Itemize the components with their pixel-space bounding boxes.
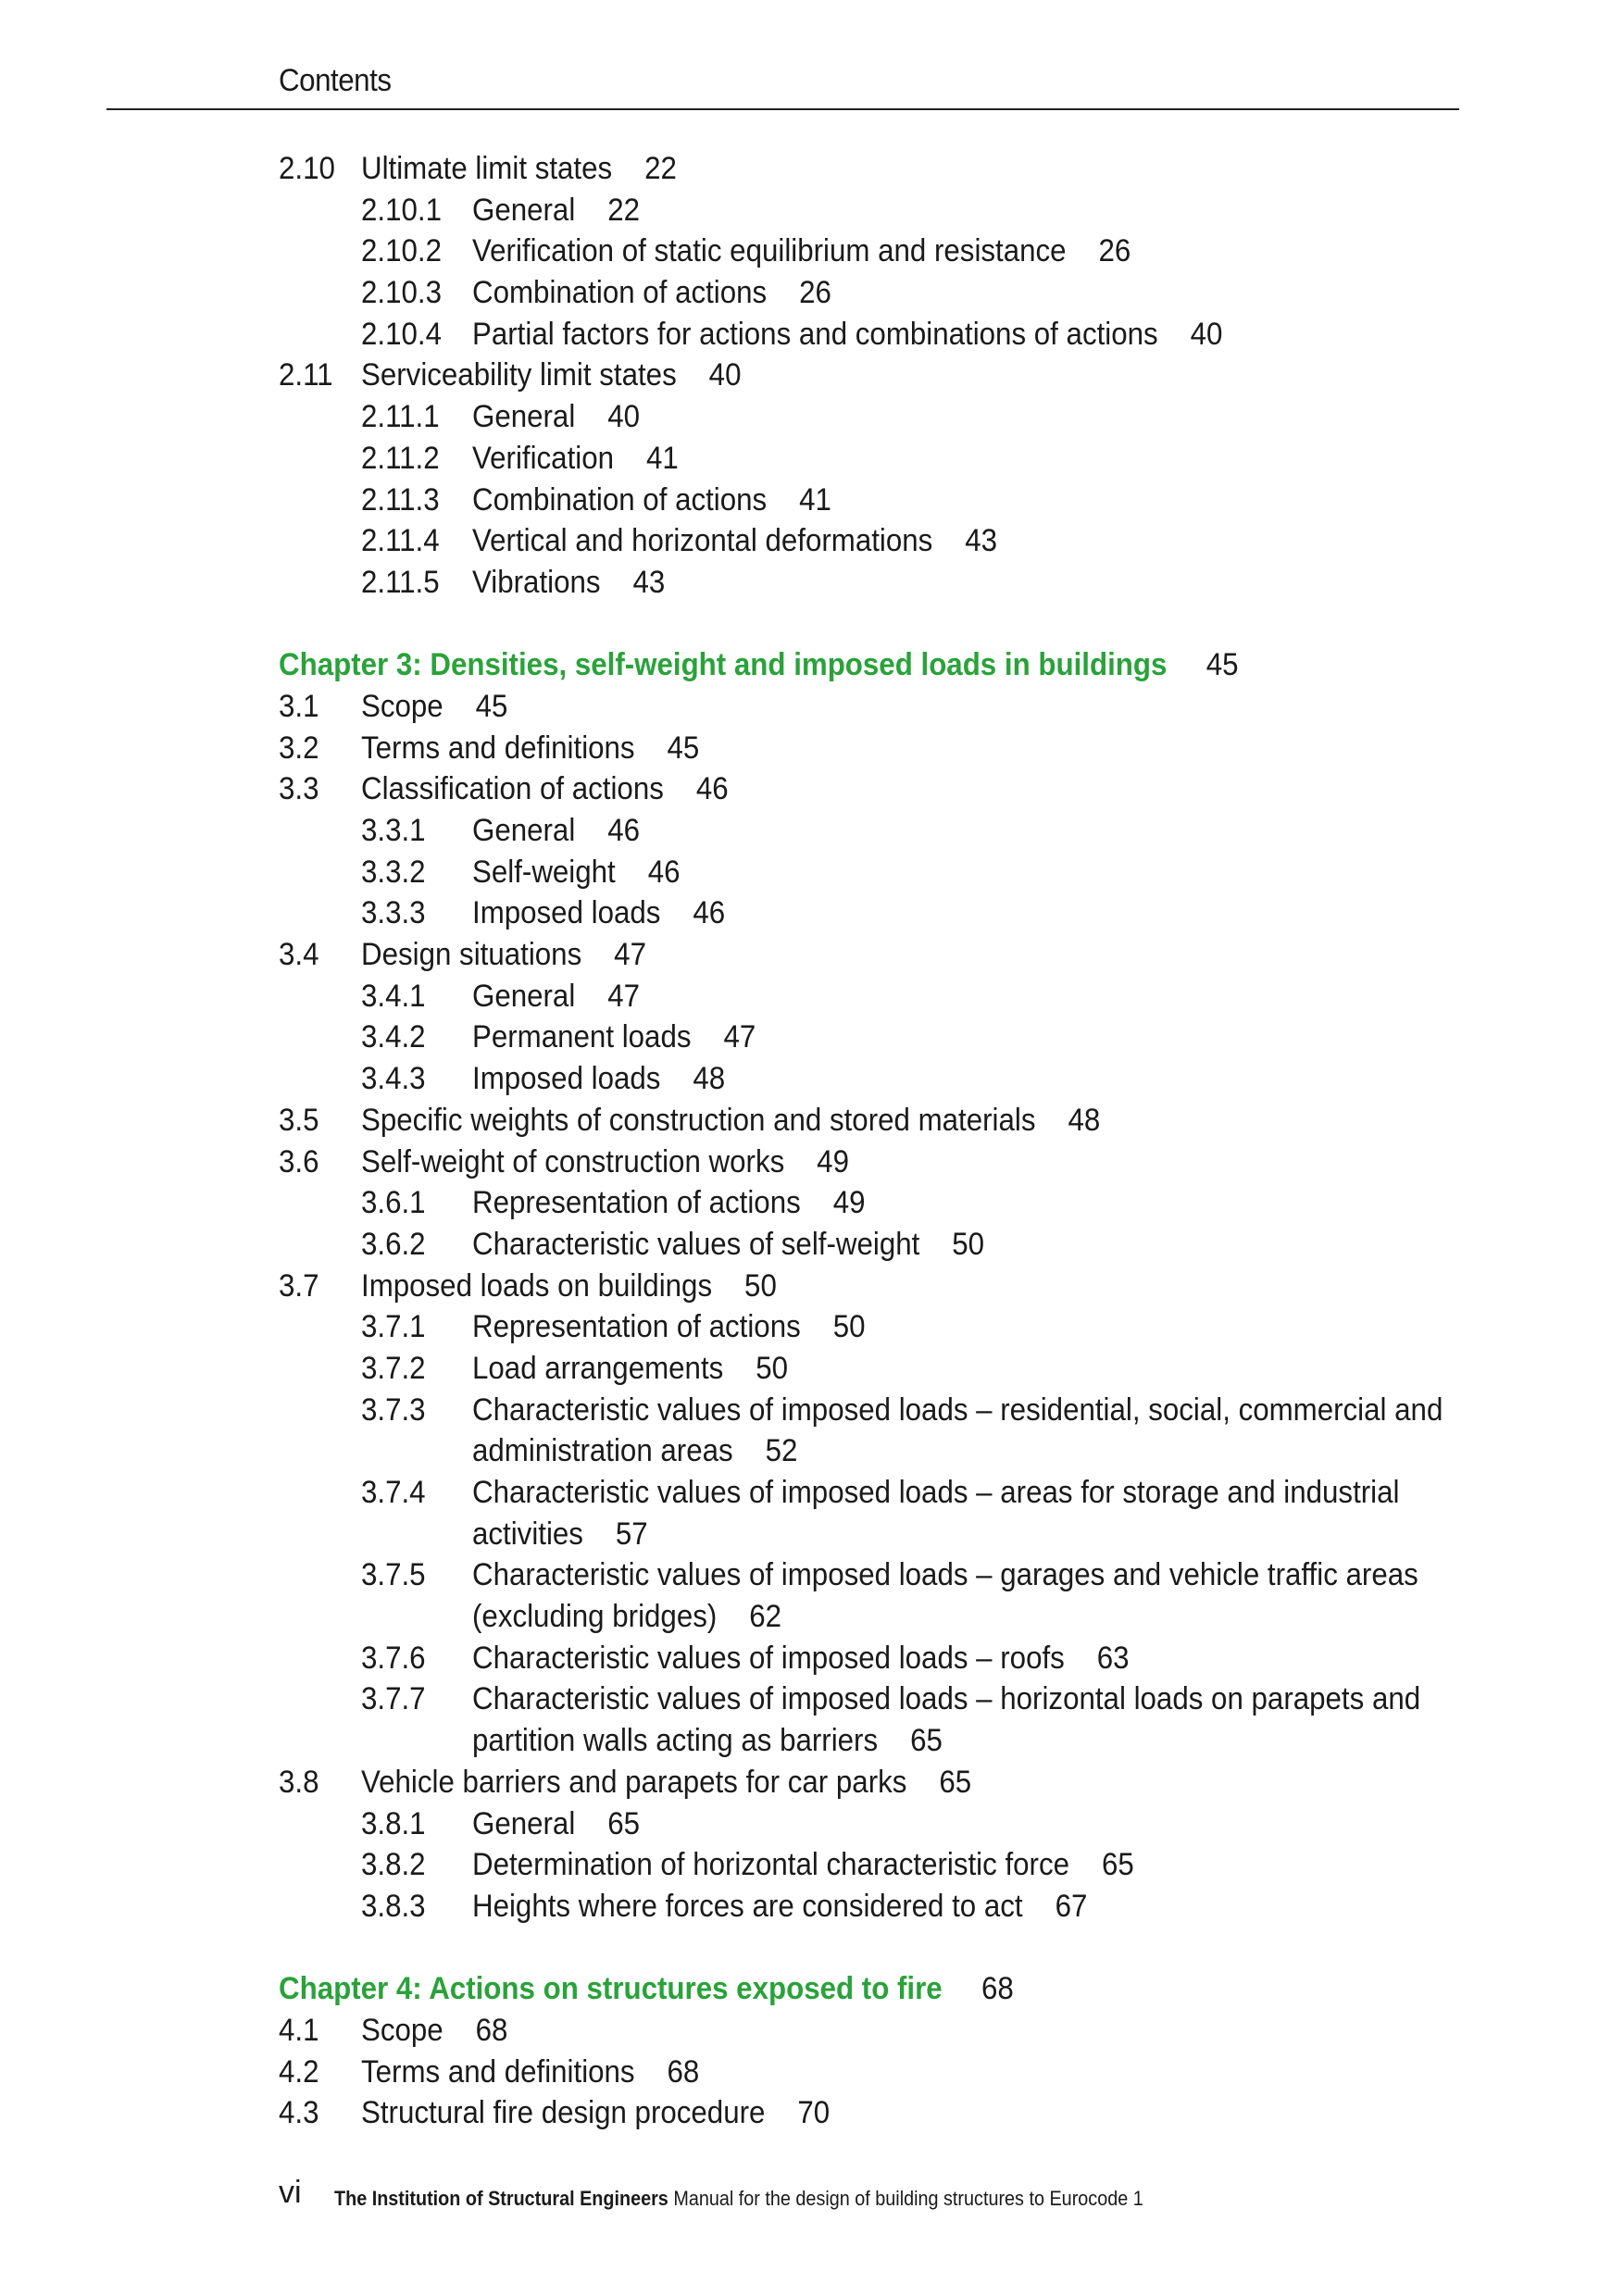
toc-entry-number: 3.8.1 xyxy=(361,1805,426,1841)
toc-entry xyxy=(279,1100,1482,1142)
toc-entry-line xyxy=(472,1844,1134,1886)
toc-entry-title: Imposed loads xyxy=(472,1061,661,1097)
toc-entry-line xyxy=(361,2010,507,2052)
toc-entry-text xyxy=(361,1266,777,1307)
toc-entry-title: Verification of static equilibrium and resistance xyxy=(472,233,1067,269)
toc-entry-line xyxy=(472,852,681,893)
toc-entry-number: 2.10.4 xyxy=(361,316,442,352)
toc-entry-title: General xyxy=(472,399,576,435)
toc-entry-line xyxy=(472,231,1131,272)
toc-entry-text xyxy=(472,520,997,562)
toc-entry xyxy=(279,1678,1482,1761)
toc-entry xyxy=(279,1554,1482,1637)
page-header: Contents xyxy=(279,63,392,98)
toc-entry xyxy=(279,314,1482,356)
toc-entry-number: 2.10.2 xyxy=(361,233,442,269)
toc-page-number: 41 xyxy=(799,481,831,518)
toc-page-number: 65 xyxy=(1101,1847,1134,1883)
toc-entry xyxy=(279,1638,1482,1679)
toc-entry xyxy=(279,1886,1482,1928)
toc-entry-number: 3.5 xyxy=(279,1102,319,1138)
toc-page-number: 43 xyxy=(965,523,998,559)
toc-entry-title: partition walls acting as barriers xyxy=(472,1723,879,1759)
toc-entry-text xyxy=(472,810,640,852)
toc-entry-line xyxy=(361,934,646,976)
toc-entry-text xyxy=(472,1886,1087,1928)
toc-entry-title: Representation of actions xyxy=(472,1185,801,1221)
toc-entry-title: Imposed loads on buildings xyxy=(361,1267,713,1304)
toc-entry-title: Verification xyxy=(472,440,615,476)
toc-entry-line xyxy=(472,190,640,231)
toc-entry-text xyxy=(361,686,507,728)
toc-entry-line xyxy=(361,355,741,396)
toc-entry xyxy=(279,1182,1482,1224)
toc-entry-text xyxy=(472,1182,865,1224)
toc-chapter-heading xyxy=(279,644,1482,686)
toc-page-number: 65 xyxy=(939,1764,972,1800)
toc-entry xyxy=(279,768,1482,810)
toc-entry xyxy=(279,686,1482,728)
toc-page-number: 68 xyxy=(981,1971,1014,2007)
toc-entry-title: General xyxy=(472,1805,576,1841)
toc-entry-line xyxy=(472,1678,1420,1720)
toc-entry-line xyxy=(472,272,831,314)
toc-entry xyxy=(279,1472,1482,1554)
toc-entry xyxy=(279,396,1482,438)
toc-entry-number: 3.7.3 xyxy=(361,1391,426,1428)
toc-entry xyxy=(279,2052,1482,2093)
toc-spacer xyxy=(279,604,1482,645)
toc-entry-line xyxy=(472,1720,1420,1762)
toc-entry-number: 3.6.2 xyxy=(361,1226,426,1262)
toc-entry-number: 3.6 xyxy=(279,1143,319,1179)
toc-entry-line xyxy=(472,1472,1399,1514)
toc-entry-line xyxy=(472,1348,788,1390)
toc-entry-line xyxy=(472,1803,640,1845)
toc-entry-text xyxy=(472,231,1131,272)
toc-entry-title: Terms and definitions xyxy=(361,2053,635,2090)
toc-entry-number: 3.3 xyxy=(279,771,319,807)
toc-page-number: 50 xyxy=(756,1350,789,1386)
toc-entry-title: Heights where forces are considered to act xyxy=(472,1888,1023,1924)
toc-entry xyxy=(279,1142,1482,1183)
toc-entry xyxy=(279,1224,1482,1266)
header-rule xyxy=(106,108,1459,110)
toc-entry xyxy=(279,2092,1482,2134)
toc-entry-line xyxy=(361,686,507,728)
toc-entry xyxy=(279,1017,1482,1058)
toc-entry-line xyxy=(361,1266,777,1307)
toc-entry-number: 2.11.5 xyxy=(361,564,440,600)
toc-entry-number: 3.1 xyxy=(279,688,319,724)
toc-entry-number: 2.11 xyxy=(279,357,333,393)
toc-entry xyxy=(279,1348,1482,1390)
toc-entry-line xyxy=(472,1596,1418,1638)
toc-entry-title: Partial factors for actions and combinations of actions xyxy=(472,316,1158,352)
toc-spacer xyxy=(279,1928,1482,1969)
toc-entry-text xyxy=(472,1017,756,1058)
toc-entry-title: Characteristic values of imposed loads – areas for storage and industrial xyxy=(472,1475,1400,1511)
toc-entry-number: 3.7.6 xyxy=(361,1640,426,1676)
toc-entry-line xyxy=(361,768,729,810)
toc-entry-title: Characteristic values of imposed loads – horizontal loads on parapets and xyxy=(472,1681,1421,1717)
toc-entry-line xyxy=(472,1306,865,1348)
toc-entry-line xyxy=(472,892,725,934)
chapter-title: Chapter 3: Densities, self-weight and imposed loads in buildings xyxy=(279,647,1168,683)
toc-entry xyxy=(279,1803,1482,1845)
toc-entry-title: activities xyxy=(472,1516,583,1552)
toc-entry-text xyxy=(472,396,640,438)
toc-entry xyxy=(279,1390,1482,1472)
toc-page-number: 68 xyxy=(667,2053,700,2090)
toc-entry-number: 3.7.4 xyxy=(361,1475,426,1511)
toc-entry-title: Structural fire design procedure xyxy=(361,2095,766,2131)
toc-entry-number: 3.4 xyxy=(279,937,319,973)
toc-entry-text xyxy=(472,438,679,480)
toc-page-number: 43 xyxy=(632,564,666,600)
toc-entry-line xyxy=(361,1142,849,1183)
toc-entry-text xyxy=(472,852,681,893)
toc-entry-line xyxy=(472,314,1222,356)
toc-entry-title: Permanent loads xyxy=(472,1019,692,1055)
toc-entry-number: 3.2 xyxy=(279,730,319,766)
toc-page-number: 47 xyxy=(723,1019,756,1055)
toc-entry xyxy=(279,1844,1482,1886)
toc-entry-number: 3.7.2 xyxy=(361,1350,426,1386)
toc-entry-text xyxy=(361,2010,507,2052)
toc-entry-text xyxy=(472,1844,1134,1886)
toc-page-number: 57 xyxy=(615,1516,648,1552)
toc-page-number: 41 xyxy=(645,440,679,476)
toc-entry-number: 2.10.3 xyxy=(361,275,442,311)
toc-entry-title: Characteristic values of self-weight xyxy=(472,1226,920,1262)
toc-entry-title: Characteristic values of imposed loads – garages and vehicle traffic areas xyxy=(472,1557,1418,1593)
toc-entry-text xyxy=(361,934,646,976)
toc-entry-text xyxy=(361,1762,971,1803)
toc-page-number: 46 xyxy=(607,813,641,848)
toc-entry-line xyxy=(472,1514,1399,1555)
toc-page-number: 46 xyxy=(695,771,729,807)
toc-entry-text xyxy=(472,314,1222,356)
toc-page-number: 62 xyxy=(749,1599,782,1635)
toc-entry-number: 3.3.3 xyxy=(361,895,426,931)
toc-entry xyxy=(279,190,1482,231)
toc-entry-number: 3.7.1 xyxy=(361,1309,426,1345)
toc-entry-line xyxy=(472,1182,865,1224)
toc-entry xyxy=(279,934,1482,976)
toc-entry xyxy=(279,480,1482,521)
toc-entry xyxy=(279,892,1482,934)
toc-page-number: 50 xyxy=(952,1226,985,1262)
toc-entry-number: 3.3.1 xyxy=(361,813,426,848)
toc-page-number: 45 xyxy=(475,688,508,724)
toc-page-number: 65 xyxy=(910,1723,943,1759)
toc-entry-number: 2.11.1 xyxy=(361,399,440,435)
toc-chapter-heading xyxy=(279,1968,1482,2010)
toc-page-number: 49 xyxy=(817,1143,849,1179)
toc-entry-text xyxy=(472,976,640,1017)
toc-entry xyxy=(279,810,1482,852)
toc-entry-text xyxy=(361,2052,699,2093)
toc-entry-title: (excluding bridges) xyxy=(472,1599,718,1635)
toc-entry-line xyxy=(472,1058,725,1100)
toc-entry-number: 2.11.4 xyxy=(361,523,440,559)
toc-entry xyxy=(279,1306,1482,1348)
toc-entry xyxy=(279,355,1482,396)
toc-entry xyxy=(279,148,1482,190)
toc-entry xyxy=(279,1266,1482,1307)
toc-entry-title: Specific weights of construction and stored materials xyxy=(361,1102,1036,1138)
toc-entry-line xyxy=(472,1390,1443,1431)
toc-entry xyxy=(279,562,1482,604)
toc-page-number: 40 xyxy=(1190,316,1223,352)
toc-entry xyxy=(279,272,1482,314)
toc-entry-title: Characteristic values of imposed loads – roofs xyxy=(472,1640,1065,1676)
toc-page-number: 68 xyxy=(475,2013,508,2048)
toc-entry-title: Design situations xyxy=(361,937,582,973)
toc-entry-line xyxy=(279,1968,1014,2010)
toc-page-number: 48 xyxy=(1068,1102,1101,1138)
toc-page-number: 40 xyxy=(708,357,742,393)
toc-page-number: 47 xyxy=(614,937,646,973)
toc-entry-text xyxy=(472,1224,984,1266)
toc-entry xyxy=(279,2010,1482,2052)
toc-entry-line xyxy=(472,1017,756,1058)
toc-entry-title: Vertical and horizontal deformations xyxy=(472,523,933,559)
toc-page-number: 22 xyxy=(644,151,677,186)
toc-entry-number: 3.4.2 xyxy=(361,1019,426,1055)
toc-page-number: 46 xyxy=(647,854,681,890)
toc-entry xyxy=(279,1762,1482,1803)
toc-entry-title: Vibrations xyxy=(472,564,601,600)
toc-entry xyxy=(279,852,1482,893)
toc-entry-text xyxy=(279,644,1239,686)
toc-page-number: 47 xyxy=(607,978,641,1014)
toc-entry-line xyxy=(472,520,997,562)
toc-entry-text xyxy=(472,1678,1420,1761)
toc-entry-text xyxy=(472,480,831,521)
toc-entry-title: Characteristic values of imposed loads – residential, social, commercial and xyxy=(472,1391,1443,1428)
toc-entry-title: administration areas xyxy=(472,1433,733,1469)
toc-entry-text xyxy=(472,892,725,934)
toc-entry-number: 3.7.5 xyxy=(361,1557,426,1593)
toc-entry-title: Ultimate limit states xyxy=(361,151,613,186)
toc-entry-title: Scope xyxy=(361,688,443,724)
toc-entry-line xyxy=(472,480,831,521)
toc-page-number: 26 xyxy=(1098,233,1131,269)
toc-entry-text xyxy=(472,1638,1130,1679)
toc-entry-text xyxy=(472,1390,1443,1472)
footer-publication: Manual for the design of building structures to Eurocode 1 xyxy=(673,2187,1143,2210)
toc-entry-number: 3.8 xyxy=(279,1764,319,1800)
toc-entry-number: 3.8.2 xyxy=(361,1847,426,1883)
toc-entry-title: Combination of actions xyxy=(472,481,768,518)
toc-entry-line xyxy=(472,396,640,438)
toc-entry-title: Combination of actions xyxy=(472,275,768,311)
toc-entry-text xyxy=(361,148,677,190)
toc-entry-text xyxy=(361,355,741,396)
toc-page-number: 50 xyxy=(744,1267,777,1304)
toc-entry-line xyxy=(472,1224,984,1266)
toc-entry-text xyxy=(472,1554,1418,1637)
toc-entry-number: 2.10 xyxy=(279,151,335,186)
toc-entry-text xyxy=(472,1306,865,1348)
toc-entry-line xyxy=(472,562,665,604)
toc-entry-title: Serviceability limit states xyxy=(361,357,677,393)
toc-entry-line xyxy=(361,148,677,190)
toc-entry-number: 4.2 xyxy=(279,2053,319,2090)
toc-entry-number: 4.1 xyxy=(279,2013,319,2048)
toc-entry xyxy=(279,231,1482,272)
footer-citation xyxy=(334,2187,1143,2211)
toc-entry xyxy=(279,520,1482,562)
toc-entry-text xyxy=(279,1968,1014,2010)
toc-entry-line xyxy=(472,810,640,852)
toc-page-number: 65 xyxy=(607,1805,641,1841)
toc-entry-number: 3.3.2 xyxy=(361,854,426,890)
toc-page-number: 45 xyxy=(1206,647,1239,683)
toc-entry-number: 3.8.3 xyxy=(361,1888,426,1924)
toc-page-number: 45 xyxy=(667,730,700,766)
toc-entry-text xyxy=(472,1348,788,1390)
toc-page-number: 52 xyxy=(765,1433,798,1469)
toc-entry-line xyxy=(361,1100,1100,1142)
toc-entry-title: Load arrangements xyxy=(472,1350,724,1386)
toc-entry xyxy=(279,1058,1482,1100)
toc-entry-number: 3.6.1 xyxy=(361,1185,426,1221)
toc-entry-text xyxy=(472,1803,640,1845)
toc-page-number: 26 xyxy=(799,275,831,311)
toc-entry-number: 3.7.7 xyxy=(361,1681,426,1717)
chapter-title: Chapter 4: Actions on structures exposed to fire xyxy=(279,1971,943,2007)
toc-entry-line xyxy=(472,438,679,480)
table-of-contents xyxy=(279,148,1482,2134)
toc-entry-text xyxy=(361,768,729,810)
toc-page-number: 63 xyxy=(1096,1640,1130,1676)
toc-entry-line xyxy=(472,1430,1443,1472)
toc-entry-title: Scope xyxy=(361,2013,443,2048)
toc-entry-text xyxy=(361,1100,1100,1142)
toc-entry-number: 2.11.2 xyxy=(361,440,440,476)
toc-entry-line xyxy=(361,2092,830,2134)
toc-page-number: 50 xyxy=(832,1309,866,1345)
toc-entry-number: 4.3 xyxy=(279,2095,319,2131)
toc-page-number: 48 xyxy=(693,1061,726,1097)
toc-entry-line xyxy=(472,1554,1418,1596)
toc-entry-title: Classification of actions xyxy=(361,771,664,807)
toc-entry-title: General xyxy=(472,813,576,848)
toc-entry-line xyxy=(361,2052,699,2093)
toc-entry-title: General xyxy=(472,192,576,228)
toc-page-number: 67 xyxy=(1055,1888,1088,1924)
toc-entry-text xyxy=(361,2092,830,2134)
toc-page-number: 22 xyxy=(607,192,641,228)
toc-page-number: 46 xyxy=(693,895,726,931)
footer-organisation: The Institution of Structural Engineers xyxy=(334,2187,668,2210)
toc-entry-title: Terms and definitions xyxy=(361,730,635,766)
toc-entry-line xyxy=(472,976,640,1017)
toc-entry-number: 3.4.3 xyxy=(361,1061,426,1097)
toc-entry xyxy=(279,976,1482,1017)
toc-entry-text xyxy=(472,562,665,604)
toc-entry-title: Determination of horizontal characteristic force xyxy=(472,1847,1070,1883)
toc-entry-line xyxy=(361,728,699,769)
toc-entry-title: Vehicle barriers and parapets for car parks xyxy=(361,1764,907,1800)
toc-entry-title: Self-weight of construction works xyxy=(361,1143,785,1179)
toc-entry-title: General xyxy=(472,978,576,1014)
toc-entry-text xyxy=(361,1142,849,1183)
toc-entry-line xyxy=(361,1762,971,1803)
toc-page-number: 40 xyxy=(607,399,641,435)
toc-entry-text xyxy=(472,272,831,314)
toc-entry-text xyxy=(472,1472,1399,1554)
toc-entry-number: 2.10.1 xyxy=(361,192,442,228)
toc-entry-title: Representation of actions xyxy=(472,1309,801,1345)
toc-entry-title: Self-weight xyxy=(472,854,616,890)
toc-entry-number: 3.7 xyxy=(279,1267,319,1304)
toc-entry-line xyxy=(279,644,1239,686)
page-folio: vi xyxy=(279,2175,302,2210)
toc-page-number: 49 xyxy=(832,1185,866,1221)
toc-entry-line xyxy=(472,1638,1130,1679)
toc-page-number: 70 xyxy=(797,2095,831,2131)
toc-entry-number: 3.4.1 xyxy=(361,978,426,1014)
toc-entry-line xyxy=(472,1886,1087,1928)
toc-entry-text xyxy=(472,190,640,231)
toc-entry-text xyxy=(361,728,699,769)
toc-entry-text xyxy=(472,1058,725,1100)
toc-entry-title: Imposed loads xyxy=(472,895,661,931)
toc-entry xyxy=(279,438,1482,480)
toc-entry xyxy=(279,728,1482,769)
toc-entry-number: 2.11.3 xyxy=(361,481,440,518)
